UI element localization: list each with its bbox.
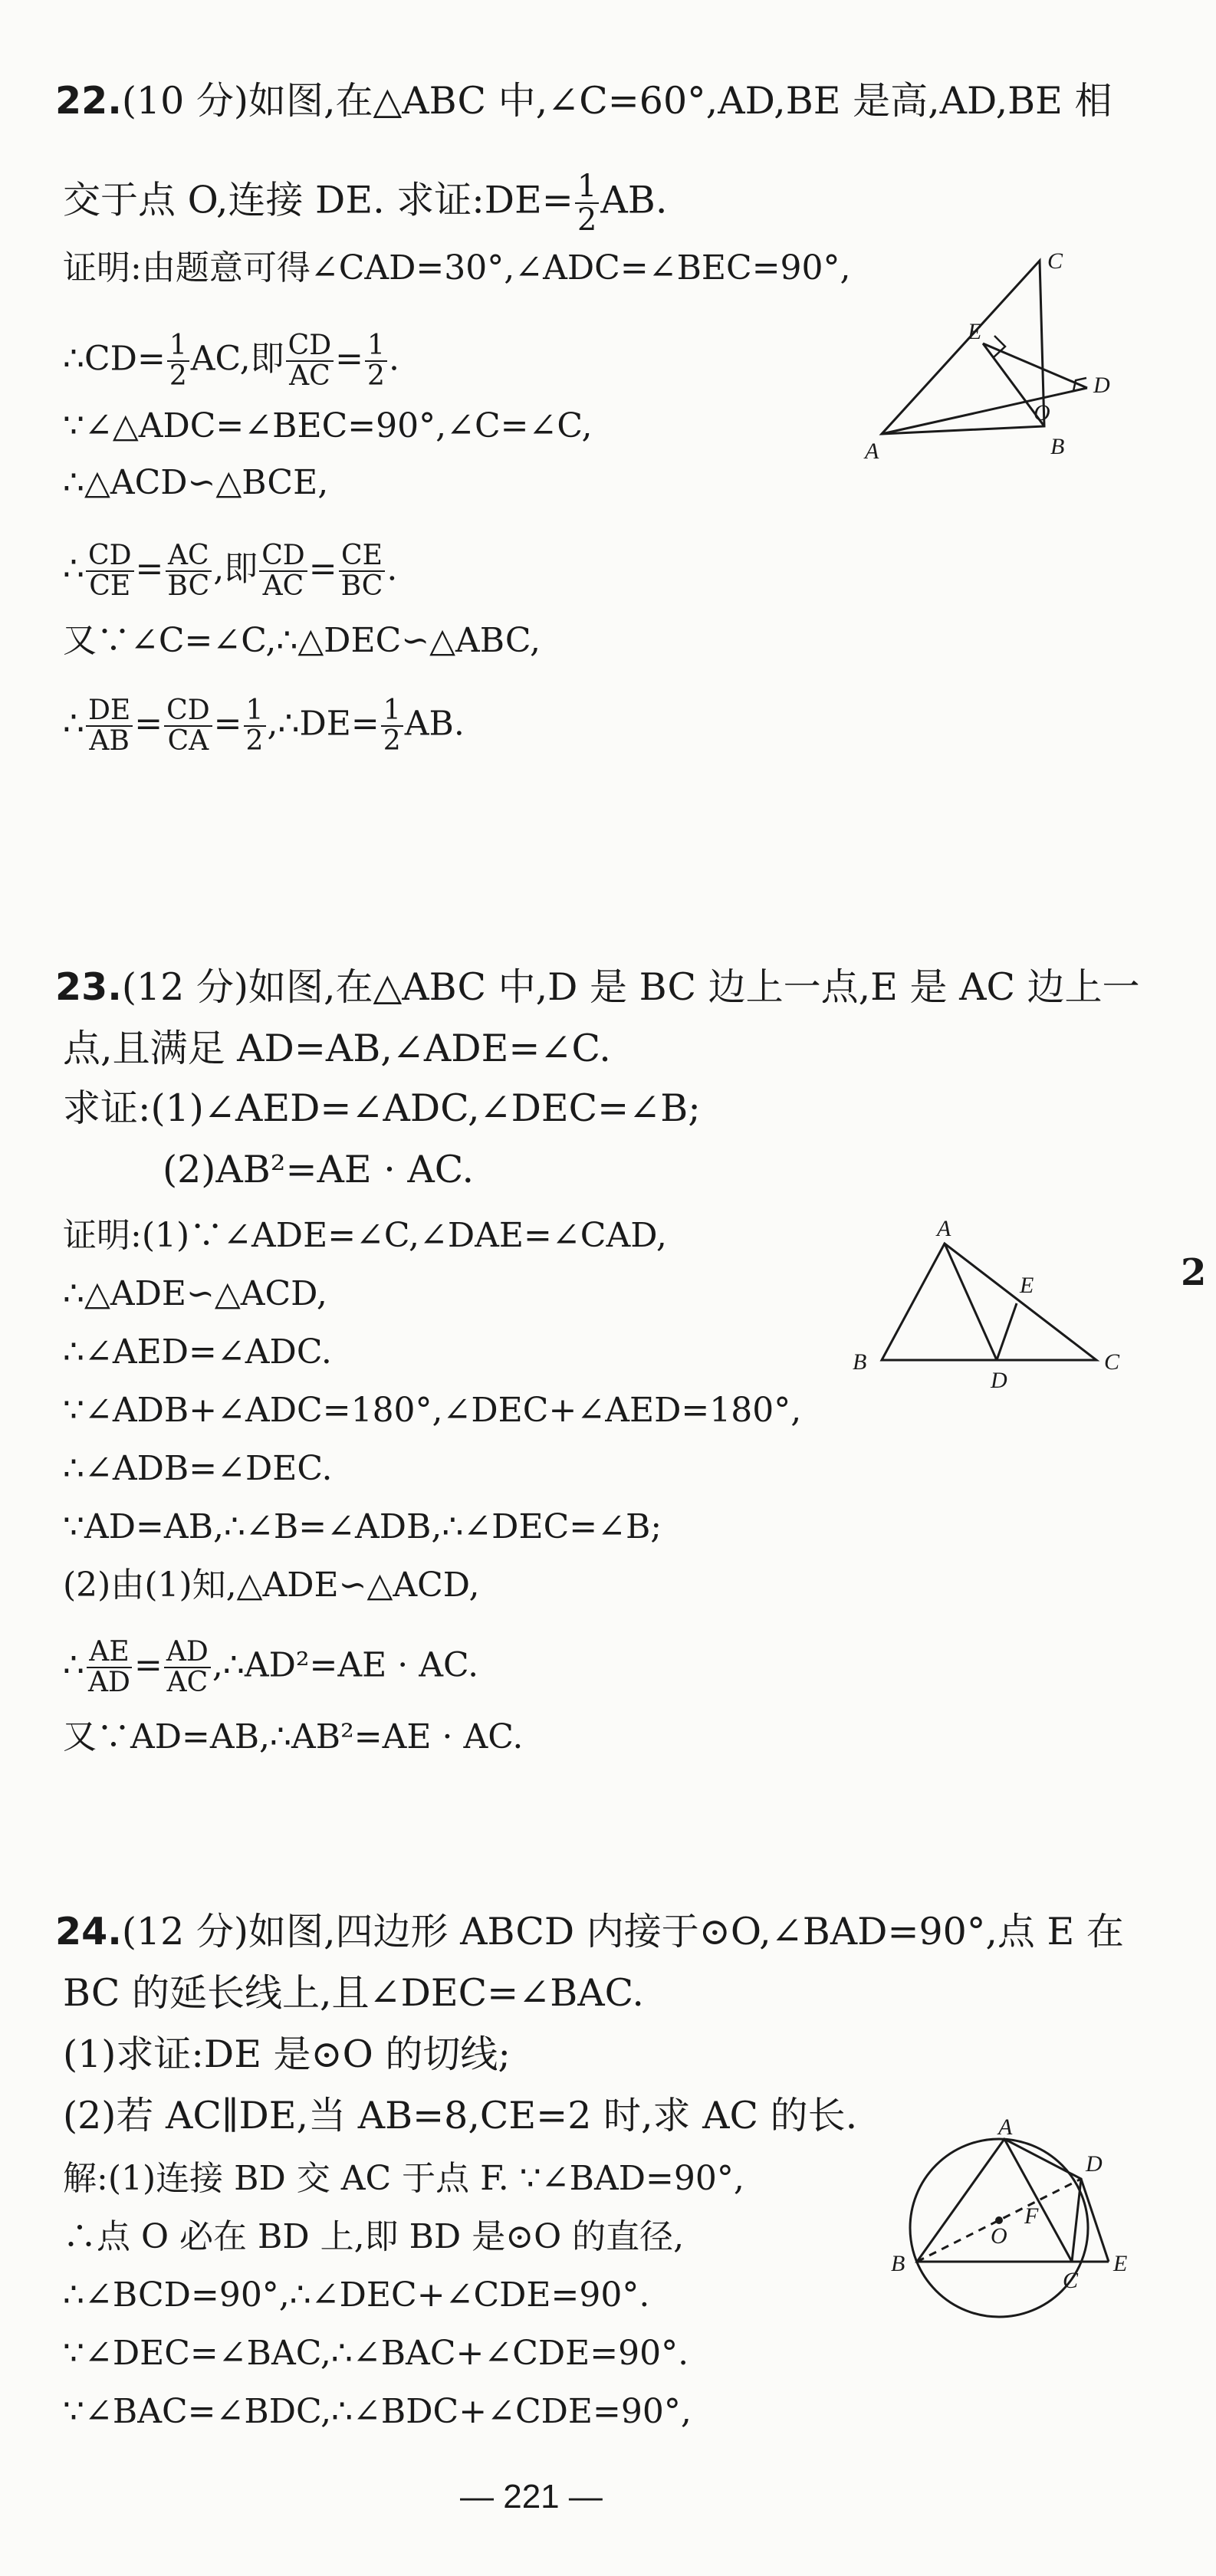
fraction-numerator: 1 <box>575 170 600 204</box>
fraction-denominator: AC <box>166 1665 209 1698</box>
fraction-numerator: AD <box>164 1638 211 1668</box>
fraction-numerator: CD <box>164 696 212 727</box>
figure-23-label-A: A <box>937 1216 951 1241</box>
fraction-numerator: 1 <box>365 331 387 362</box>
text: ∴CD= <box>63 339 166 379</box>
fraction-numerator: AC <box>166 541 212 572</box>
text: 点,且满足 AD=AB,∠ADE=∠C. <box>63 1027 611 1070</box>
fraction-numerator: CD <box>286 331 334 362</box>
margin-mark: 2 <box>1181 1251 1207 1294</box>
problem-23-number: 23. <box>55 965 122 1009</box>
figure-24-label-C: C <box>1063 2268 1079 2293</box>
problem-24-number: 24. <box>55 1910 122 1953</box>
fraction-numerator: CE <box>339 541 385 572</box>
text: ∵∠BAC=∠BDC,∴∠BDC+∠CDE=90°, <box>63 2392 692 2431</box>
text: ∵AD=AB,∴∠B=∠ADB,∴∠DEC=∠B; <box>63 1507 662 1546</box>
problem-22-text: (10 分)如图,在△ABC 中,∠C=60°,AD,BE 是高,AD,BE 相 <box>121 79 1112 123</box>
text: = <box>133 1645 163 1685</box>
figure-24-label-E: E <box>1113 2251 1128 2276</box>
text: . <box>389 339 400 379</box>
text: AC,即 <box>190 339 284 379</box>
text: (2)若 AC∥DE,当 AB=8,CE=2 时,求 AC 的长. <box>63 2094 858 2137</box>
text: ∴∠BCD=90°,∴∠DEC+∠CDE=90°. <box>63 2275 650 2315</box>
figure-22-label-B: B <box>1050 434 1065 459</box>
figure-22-label-C: C <box>1047 248 1063 274</box>
figure-23-label-C: C <box>1104 1349 1120 1375</box>
fraction-numerator: DE <box>86 696 133 727</box>
fraction-numerator: 1 <box>167 331 189 362</box>
text: AB. <box>600 178 668 222</box>
figure-22-label-D: D <box>1093 373 1110 398</box>
fraction-denominator: 2 <box>383 724 401 757</box>
figure-22-label-A: A <box>865 439 879 464</box>
text: ,∴AD²=AE · AC. <box>212 1645 479 1685</box>
text: = <box>213 704 242 744</box>
fraction-denominator: CE <box>89 569 131 602</box>
text: ,∴DE= <box>267 704 380 744</box>
text: = <box>335 339 364 379</box>
text: ∴∠AED=∠ADC. <box>63 1332 332 1372</box>
problem-24-text: (12 分)如图,四边形 ABCD 内接于⊙O,∠BAD=90°,点 E 在 <box>121 1910 1124 1953</box>
text: ∵∠ADB+∠ADC=180°,∠DEC+∠AED=180°, <box>63 1391 802 1430</box>
fraction-numerator: 1 <box>244 696 266 727</box>
text: = <box>135 549 164 589</box>
figure-24-label-B: B <box>891 2251 905 2276</box>
fraction-denominator: 2 <box>169 359 187 392</box>
text: ∴ <box>63 704 84 744</box>
page-number: — 221 — <box>460 2478 603 2515</box>
text: ∵∠△ADC=∠BEC=90°,∠C=∠C, <box>63 406 593 445</box>
problem-23-text: (12 分)如图,在△ABC 中,D 是 BC 边上一点,E 是 AC 边上一 <box>121 965 1140 1009</box>
figure-22-label-O: O <box>1034 400 1050 426</box>
fraction-denominator: AD <box>88 1665 130 1698</box>
text: AB. <box>404 704 465 744</box>
fraction-denominator: AC <box>262 569 304 602</box>
text: 求证:(1)∠AED=∠ADC,∠DEC=∠B; <box>63 1086 701 1130</box>
fraction-numerator: CD <box>259 541 307 572</box>
text: ∴△ADE∽△ACD, <box>63 1274 327 1313</box>
text: (2)由(1)知,△ADE∽△ACD, <box>63 1566 480 1605</box>
text: ∴ <box>63 1645 84 1685</box>
text: 解:(1)连接 BD 交 AC 于点 F. ∵∠BAD=90°, <box>63 2159 744 2198</box>
text: 交于点 O,连接 DE. 求证:DE= <box>63 178 573 222</box>
fraction-denominator: 2 <box>367 359 386 392</box>
text: ∵∠DEC=∠BAC,∴∠BAC+∠CDE=90°. <box>63 2334 689 2373</box>
text: 证明:(1)∵∠ADE=∠C,∠DAE=∠CAD, <box>63 1216 667 1255</box>
fraction-denominator: BC <box>340 569 383 602</box>
text: ∴点 O 必在 BD 上,即 BD 是⊙O 的直径, <box>63 2217 685 2256</box>
figure-24-label-D: D <box>1086 2151 1103 2177</box>
text: BC 的延长线上,且∠DEC=∠BAC. <box>63 1971 644 2015</box>
text: ∴ <box>63 549 84 589</box>
text: ,即 <box>213 549 258 589</box>
figure-22-label-E: E <box>968 319 982 344</box>
text: = <box>308 549 337 589</box>
fraction-denominator: CA <box>167 724 209 757</box>
figure-23-label-D: D <box>991 1368 1007 1393</box>
fraction-denominator: AC <box>289 359 330 392</box>
fraction-numerator: CD <box>86 541 134 572</box>
text: ∴∠ADB=∠DEC. <box>63 1449 333 1488</box>
fraction-denominator: 2 <box>245 724 264 757</box>
text: . <box>386 549 398 589</box>
text: (1)求证:DE 是⊙O 的切线; <box>63 2032 511 2076</box>
text: = <box>134 704 163 744</box>
figure-24-label-F: F <box>1024 2203 1039 2229</box>
figure-23-label-E: E <box>1020 1273 1034 1298</box>
fraction-numerator: 1 <box>381 696 403 727</box>
text: 证明:由题意可得∠CAD=30°,∠ADC=∠BEC=90°, <box>63 248 851 288</box>
fraction-denominator: BC <box>167 569 210 602</box>
figure-24-label-O: O <box>991 2223 1007 2249</box>
fraction-denominator: AB <box>89 724 130 757</box>
text: (2)AB²=AE · AC. <box>163 1148 475 1191</box>
text: 又∵AD=AB,∴AB²=AE · AC. <box>63 1717 524 1756</box>
figure-24-label-A: A <box>998 2114 1013 2140</box>
figure-23-label-B: B <box>853 1349 867 1375</box>
problem-22-number: 22. <box>55 79 122 123</box>
fraction-numerator: AE <box>87 1638 131 1668</box>
text: 又∵∠C=∠C,∴△DEC∽△ABC, <box>63 621 541 660</box>
text: ∴△ACD∽△BCE, <box>63 463 329 502</box>
fraction-denominator: 2 <box>577 202 597 238</box>
